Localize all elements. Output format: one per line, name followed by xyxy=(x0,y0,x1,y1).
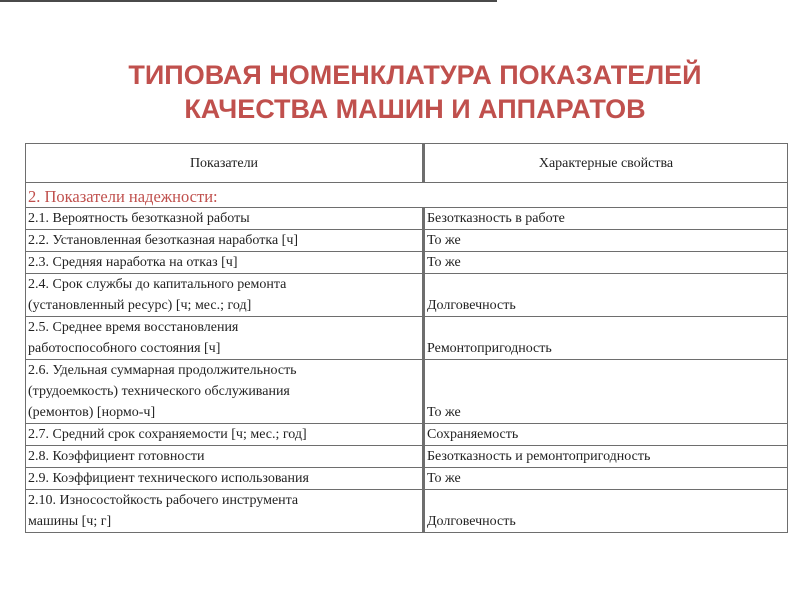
indicator-cell xyxy=(26,230,424,252)
indicator-cell xyxy=(26,317,424,360)
table-row xyxy=(26,317,788,360)
property-text: То же xyxy=(427,405,461,420)
property-cell xyxy=(424,490,788,533)
section-title: 2. Показатели надежности: xyxy=(26,183,788,208)
indicator-text-line: 2.10. Износостойкость рабочего инструмента xyxy=(28,493,299,508)
table-row xyxy=(26,230,788,252)
indicator-cell xyxy=(26,446,424,468)
property-text: Сохраняемость xyxy=(427,427,519,442)
slide-title-line-1: ТИПОВАЯ НОМЕНКЛАТУРА ПОКАЗАТЕЛЕЙ xyxy=(128,60,702,90)
property-cell xyxy=(424,208,788,230)
property-text: Долговечность xyxy=(427,298,516,313)
property-text: Безотказность в работе xyxy=(427,211,565,226)
indicator-text-line: 2.3. Средняя наработка на отказ [ч] xyxy=(28,255,238,270)
column-header-properties: Характерные свойства xyxy=(424,144,788,183)
column-header-indicators: Показатели xyxy=(26,144,424,183)
property-cell xyxy=(424,274,788,317)
property-text: Ремонтопригодность xyxy=(427,341,552,356)
table-row xyxy=(26,446,788,468)
indicator-cell xyxy=(26,208,424,230)
indicator-text-line: машины [ч; г] xyxy=(28,514,112,529)
property-text: То же xyxy=(427,471,461,486)
property-text: Долговечность xyxy=(427,514,516,529)
indicator-text-line: 2.9. Коэффициент технического использования xyxy=(28,471,309,486)
indicator-text-line: 2.1. Вероятность безотказной работы xyxy=(28,211,250,226)
table-row xyxy=(26,252,788,274)
property-text: Безотказность и ремонтопригодность xyxy=(427,449,651,464)
indicator-text-line: 2.4. Срок службы до капитального ремонта xyxy=(28,277,287,292)
property-cell xyxy=(424,317,788,360)
indicator-text-line: 2.8. Коэффициент готовности xyxy=(28,449,205,464)
property-cell xyxy=(424,468,788,490)
indicators-table xyxy=(25,143,788,533)
table-row xyxy=(26,424,788,446)
property-text: То же xyxy=(427,255,461,270)
indicator-cell xyxy=(26,490,424,533)
table-row xyxy=(26,360,788,424)
property-cell xyxy=(424,360,788,424)
indicator-cell xyxy=(26,252,424,274)
top-divider-line xyxy=(0,0,497,2)
table-header-row xyxy=(26,144,788,183)
table-row xyxy=(26,208,788,230)
slide-title-line-2: КАЧЕСТВА МАШИН И АППАРАТОВ xyxy=(184,94,646,124)
property-text: То же xyxy=(427,233,461,248)
indicator-cell xyxy=(26,468,424,490)
indicator-text-line: работоспособного состояния [ч] xyxy=(28,341,221,356)
indicator-text-line: (ремонтов) [нормо-ч] xyxy=(28,405,156,420)
table-row xyxy=(26,468,788,490)
indicator-text-line: (установленный ресурс) [ч; мес.; год] xyxy=(28,298,252,313)
table-row xyxy=(26,490,788,533)
indicator-text-line: 2.5. Среднее время восстановления xyxy=(28,320,239,335)
slide-title xyxy=(0,58,800,126)
property-cell xyxy=(424,446,788,468)
indicator-text-line: 2.7. Средний срок сохраняемости [ч; мес.; год] xyxy=(28,427,307,442)
indicator-cell xyxy=(26,424,424,446)
table-row xyxy=(26,274,788,317)
indicator-text-line: (трудоемкость) технического обслуживания xyxy=(28,384,290,399)
indicator-cell xyxy=(26,360,424,424)
section-row xyxy=(26,183,788,208)
indicator-cell xyxy=(26,274,424,317)
indicator-text-line: 2.2. Установленная безотказная наработка [ч] xyxy=(28,233,299,248)
property-cell xyxy=(424,252,788,274)
indicator-text-line: 2.6. Удельная суммарная продолжительность xyxy=(28,363,297,378)
property-cell xyxy=(424,424,788,446)
property-cell xyxy=(424,230,788,252)
